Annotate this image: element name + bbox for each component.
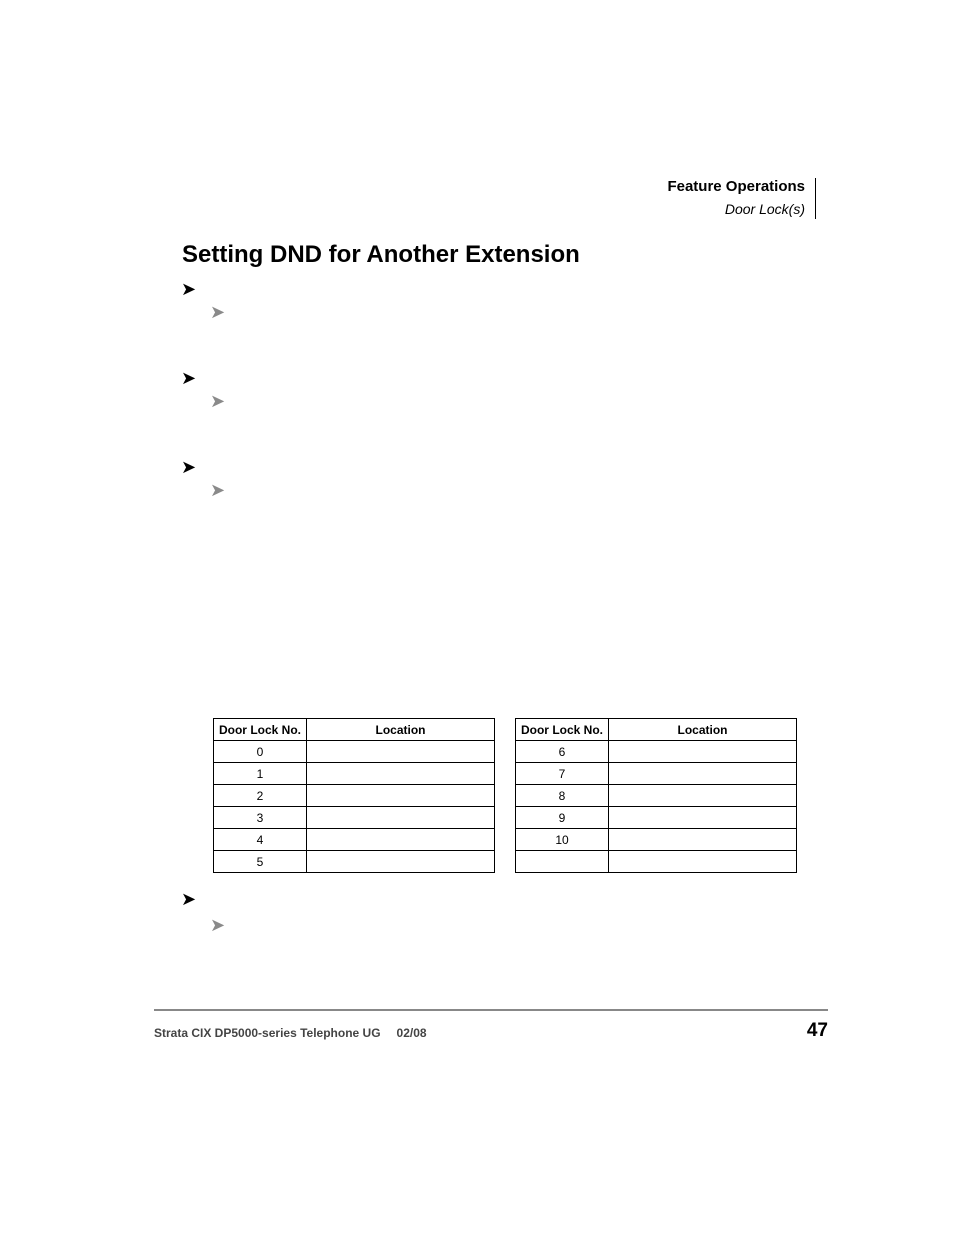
- table-header-row: [516, 719, 797, 741]
- door-lock-number-cell: 9: [516, 807, 609, 829]
- location-cell: [609, 741, 797, 763]
- footer-date: 02/08: [396, 1026, 427, 1040]
- door-lock-number-cell: 0: [214, 741, 307, 763]
- sub-bullet-arrow-icon: ➤: [210, 302, 226, 322]
- door-lock-number-cell: 1: [214, 763, 307, 785]
- footer-document-title: Strata CIX DP5000-series Telephone UG: [154, 1026, 381, 1040]
- location-cell: [307, 785, 495, 807]
- table-row: [214, 807, 495, 829]
- location-cell: [609, 829, 797, 851]
- table-header-row: [214, 719, 495, 741]
- column-header-door-lock-no: Door Lock No.: [214, 719, 307, 741]
- table-row: [214, 763, 495, 785]
- bullet-arrow-icon: ➤: [181, 457, 197, 477]
- table-row: [516, 807, 797, 829]
- door-lock-number-cell: 3: [214, 807, 307, 829]
- bullet-arrow-icon: ➤: [181, 368, 197, 388]
- door-lock-number-cell: 5: [214, 851, 307, 873]
- bullet-arrow-icon: ➤: [181, 889, 197, 909]
- door-lock-number-cell: 7: [516, 763, 609, 785]
- footer-divider: [154, 1009, 828, 1011]
- column-header-location: Location: [609, 719, 797, 741]
- location-cell: [307, 829, 495, 851]
- table-row: [214, 829, 495, 851]
- footer: [154, 1026, 427, 1040]
- sub-bullet-arrow-icon: ➤: [210, 915, 226, 935]
- door-lock-table-left: [213, 718, 495, 873]
- table-row: [516, 785, 797, 807]
- header-subsection-title: Door Lock(s): [724, 201, 805, 217]
- table-row: [516, 851, 797, 873]
- location-cell: [609, 785, 797, 807]
- header-section-title: Feature Operations: [667, 178, 805, 195]
- door-lock-table-right: [515, 718, 797, 873]
- door-lock-number-cell: [516, 851, 609, 873]
- location-cell: [307, 807, 495, 829]
- location-cell: [609, 851, 797, 873]
- door-lock-number-cell: 8: [516, 785, 609, 807]
- door-lock-number-cell: 2: [214, 785, 307, 807]
- table-row: [214, 851, 495, 873]
- door-lock-number-cell: 10: [516, 829, 609, 851]
- door-lock-number-cell: 6: [516, 741, 609, 763]
- sub-bullet-arrow-icon: ➤: [210, 480, 226, 500]
- table-row: [516, 829, 797, 851]
- location-cell: [307, 763, 495, 785]
- table-row: [516, 741, 797, 763]
- bullet-arrow-icon: ➤: [181, 279, 197, 299]
- location-cell: [609, 807, 797, 829]
- location-cell: [609, 763, 797, 785]
- page-number: 47: [806, 1020, 828, 1041]
- column-header-location: Location: [307, 719, 495, 741]
- running-header: [667, 178, 816, 219]
- sub-bullet-arrow-icon: ➤: [210, 391, 226, 411]
- table-row: [516, 763, 797, 785]
- location-cell: [307, 851, 495, 873]
- column-header-door-lock-no: Door Lock No.: [516, 719, 609, 741]
- table-row: [214, 741, 495, 763]
- door-lock-number-cell: 4: [214, 829, 307, 851]
- location-cell: [307, 741, 495, 763]
- table-row: [214, 785, 495, 807]
- page-title: Setting DND for Another Extension: [182, 241, 580, 268]
